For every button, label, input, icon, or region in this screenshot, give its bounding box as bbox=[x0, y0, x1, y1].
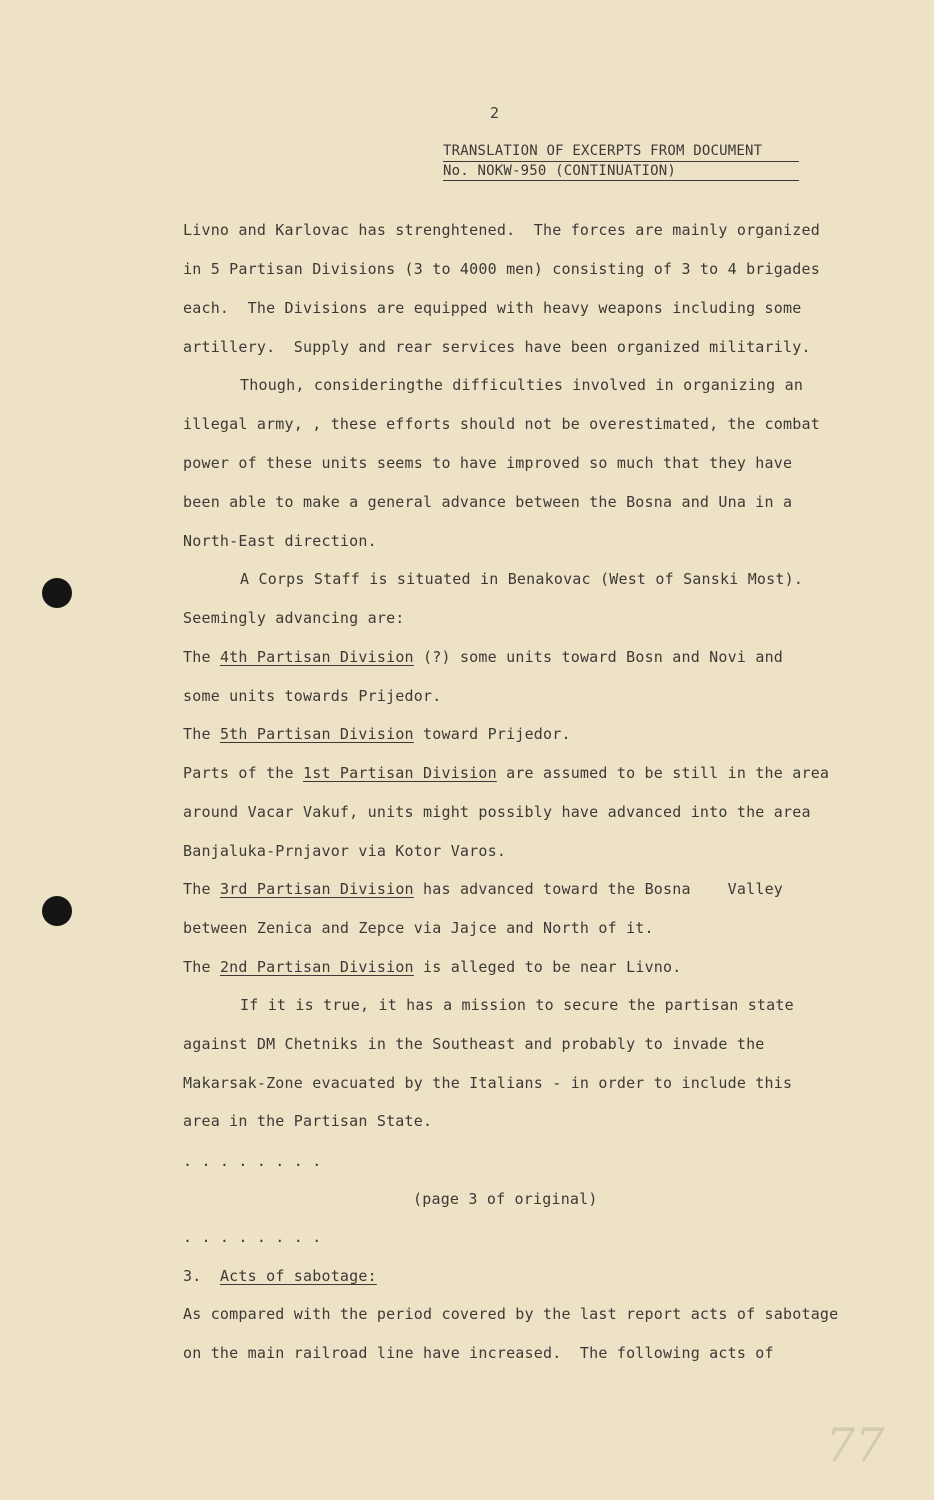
body-line: on the main railroad line have increased. The following acts of bbox=[183, 1344, 774, 1362]
division-name-1st: 1st Partisan Division bbox=[303, 764, 497, 782]
header-line-1: TRANSLATION OF EXCERPTS FROM DOCUMENT bbox=[443, 143, 763, 159]
division-line-5th: The 5th Partisan Division toward Prijedor. bbox=[183, 725, 571, 743]
body-line: power of these units seems to have improved so much that they have bbox=[183, 454, 793, 472]
body-line: in 5 Partisan Divisions (3 to 4000 men) consisting of 3 to 4 brigades bbox=[183, 260, 820, 278]
body-line: Seemingly advancing are: bbox=[183, 609, 405, 627]
body-line: around Vacar Vakuf, units might possibly have advanced into the area bbox=[183, 803, 811, 821]
body-line: Banjaluka-Prnjavor via Kotor Varos. bbox=[183, 842, 507, 860]
body-line: against DM Chetniks in the Southeast and probably to invade the bbox=[183, 1035, 765, 1053]
division-name-4th: 4th Partisan Division bbox=[219, 648, 414, 666]
body-line: Livno and Karlovac has strenghtened. The forces are mainly organized bbox=[183, 221, 820, 239]
body-line: Makarsak-Zone evacuated by the Italians - in order to include this bbox=[183, 1074, 793, 1092]
body-line: illegal army, , these efforts should not be overestimated, the combat bbox=[183, 415, 820, 433]
body-line: As compared with the period covered by the last report acts of sabotage bbox=[183, 1305, 839, 1323]
body-line: area in the Partisan State. bbox=[183, 1112, 433, 1130]
division-line-1st: Parts of the 1st Partisan Division are assumed to be still in the area bbox=[183, 764, 830, 782]
header-rule-2 bbox=[443, 180, 799, 181]
section-number: 3. bbox=[183, 1267, 202, 1285]
division-name-3rd: 3rd Partisan Division bbox=[219, 880, 414, 898]
punch-hole-bottom bbox=[42, 896, 72, 926]
body-line: North-East direction. bbox=[183, 532, 377, 550]
page-number: 2 bbox=[490, 104, 500, 122]
division-name-5th: 5th Partisan Division bbox=[219, 725, 414, 743]
body-line: been able to make a general advance between the Bosna and Una in a bbox=[183, 493, 793, 511]
ellipsis-dots: . . . . . . . . bbox=[183, 1152, 322, 1170]
body-line: If it is true, it has a mission to secure the partisan state bbox=[240, 996, 794, 1014]
division-line-2nd: The 2nd Partisan Division is alleged to be near Livno. bbox=[183, 958, 682, 976]
division-line-3rd: The 3rd Partisan Division has advanced toward the Bosna Valley bbox=[183, 880, 784, 898]
division-line-4th: The 4th Partisan Division (?) some units toward Bosn and Novi and bbox=[183, 648, 784, 666]
body-line: some units towards Prijedor. bbox=[183, 687, 442, 705]
division-name-2nd: 2nd Partisan Division bbox=[219, 958, 414, 976]
section-heading bbox=[183, 1267, 377, 1285]
header-rule-1 bbox=[443, 161, 799, 162]
punch-hole-top bbox=[42, 578, 72, 608]
header-line-2: No. NOKW-950 (CONTINUATION) bbox=[443, 163, 676, 179]
body-line: Though, consideringthe difficulties involved in organizing an bbox=[240, 376, 804, 394]
body-line: A Corps Staff is situated in Benakovac (West of Sanski Most). bbox=[240, 570, 804, 588]
page-reference: (page 3 of original) bbox=[413, 1190, 598, 1208]
body-line: between Zenica and Zepce via Jajce and North of it. bbox=[183, 919, 654, 937]
ellipsis-dots: . . . . . . . . bbox=[183, 1228, 322, 1246]
body-line: artillery. Supply and rear services have been organized militarily. bbox=[183, 338, 811, 356]
handwritten-page-number: 77 bbox=[826, 1418, 885, 1472]
section-title: Acts of sabotage: bbox=[219, 1267, 377, 1285]
body-line: each. The Divisions are equipped with heavy weapons including some bbox=[183, 299, 802, 317]
